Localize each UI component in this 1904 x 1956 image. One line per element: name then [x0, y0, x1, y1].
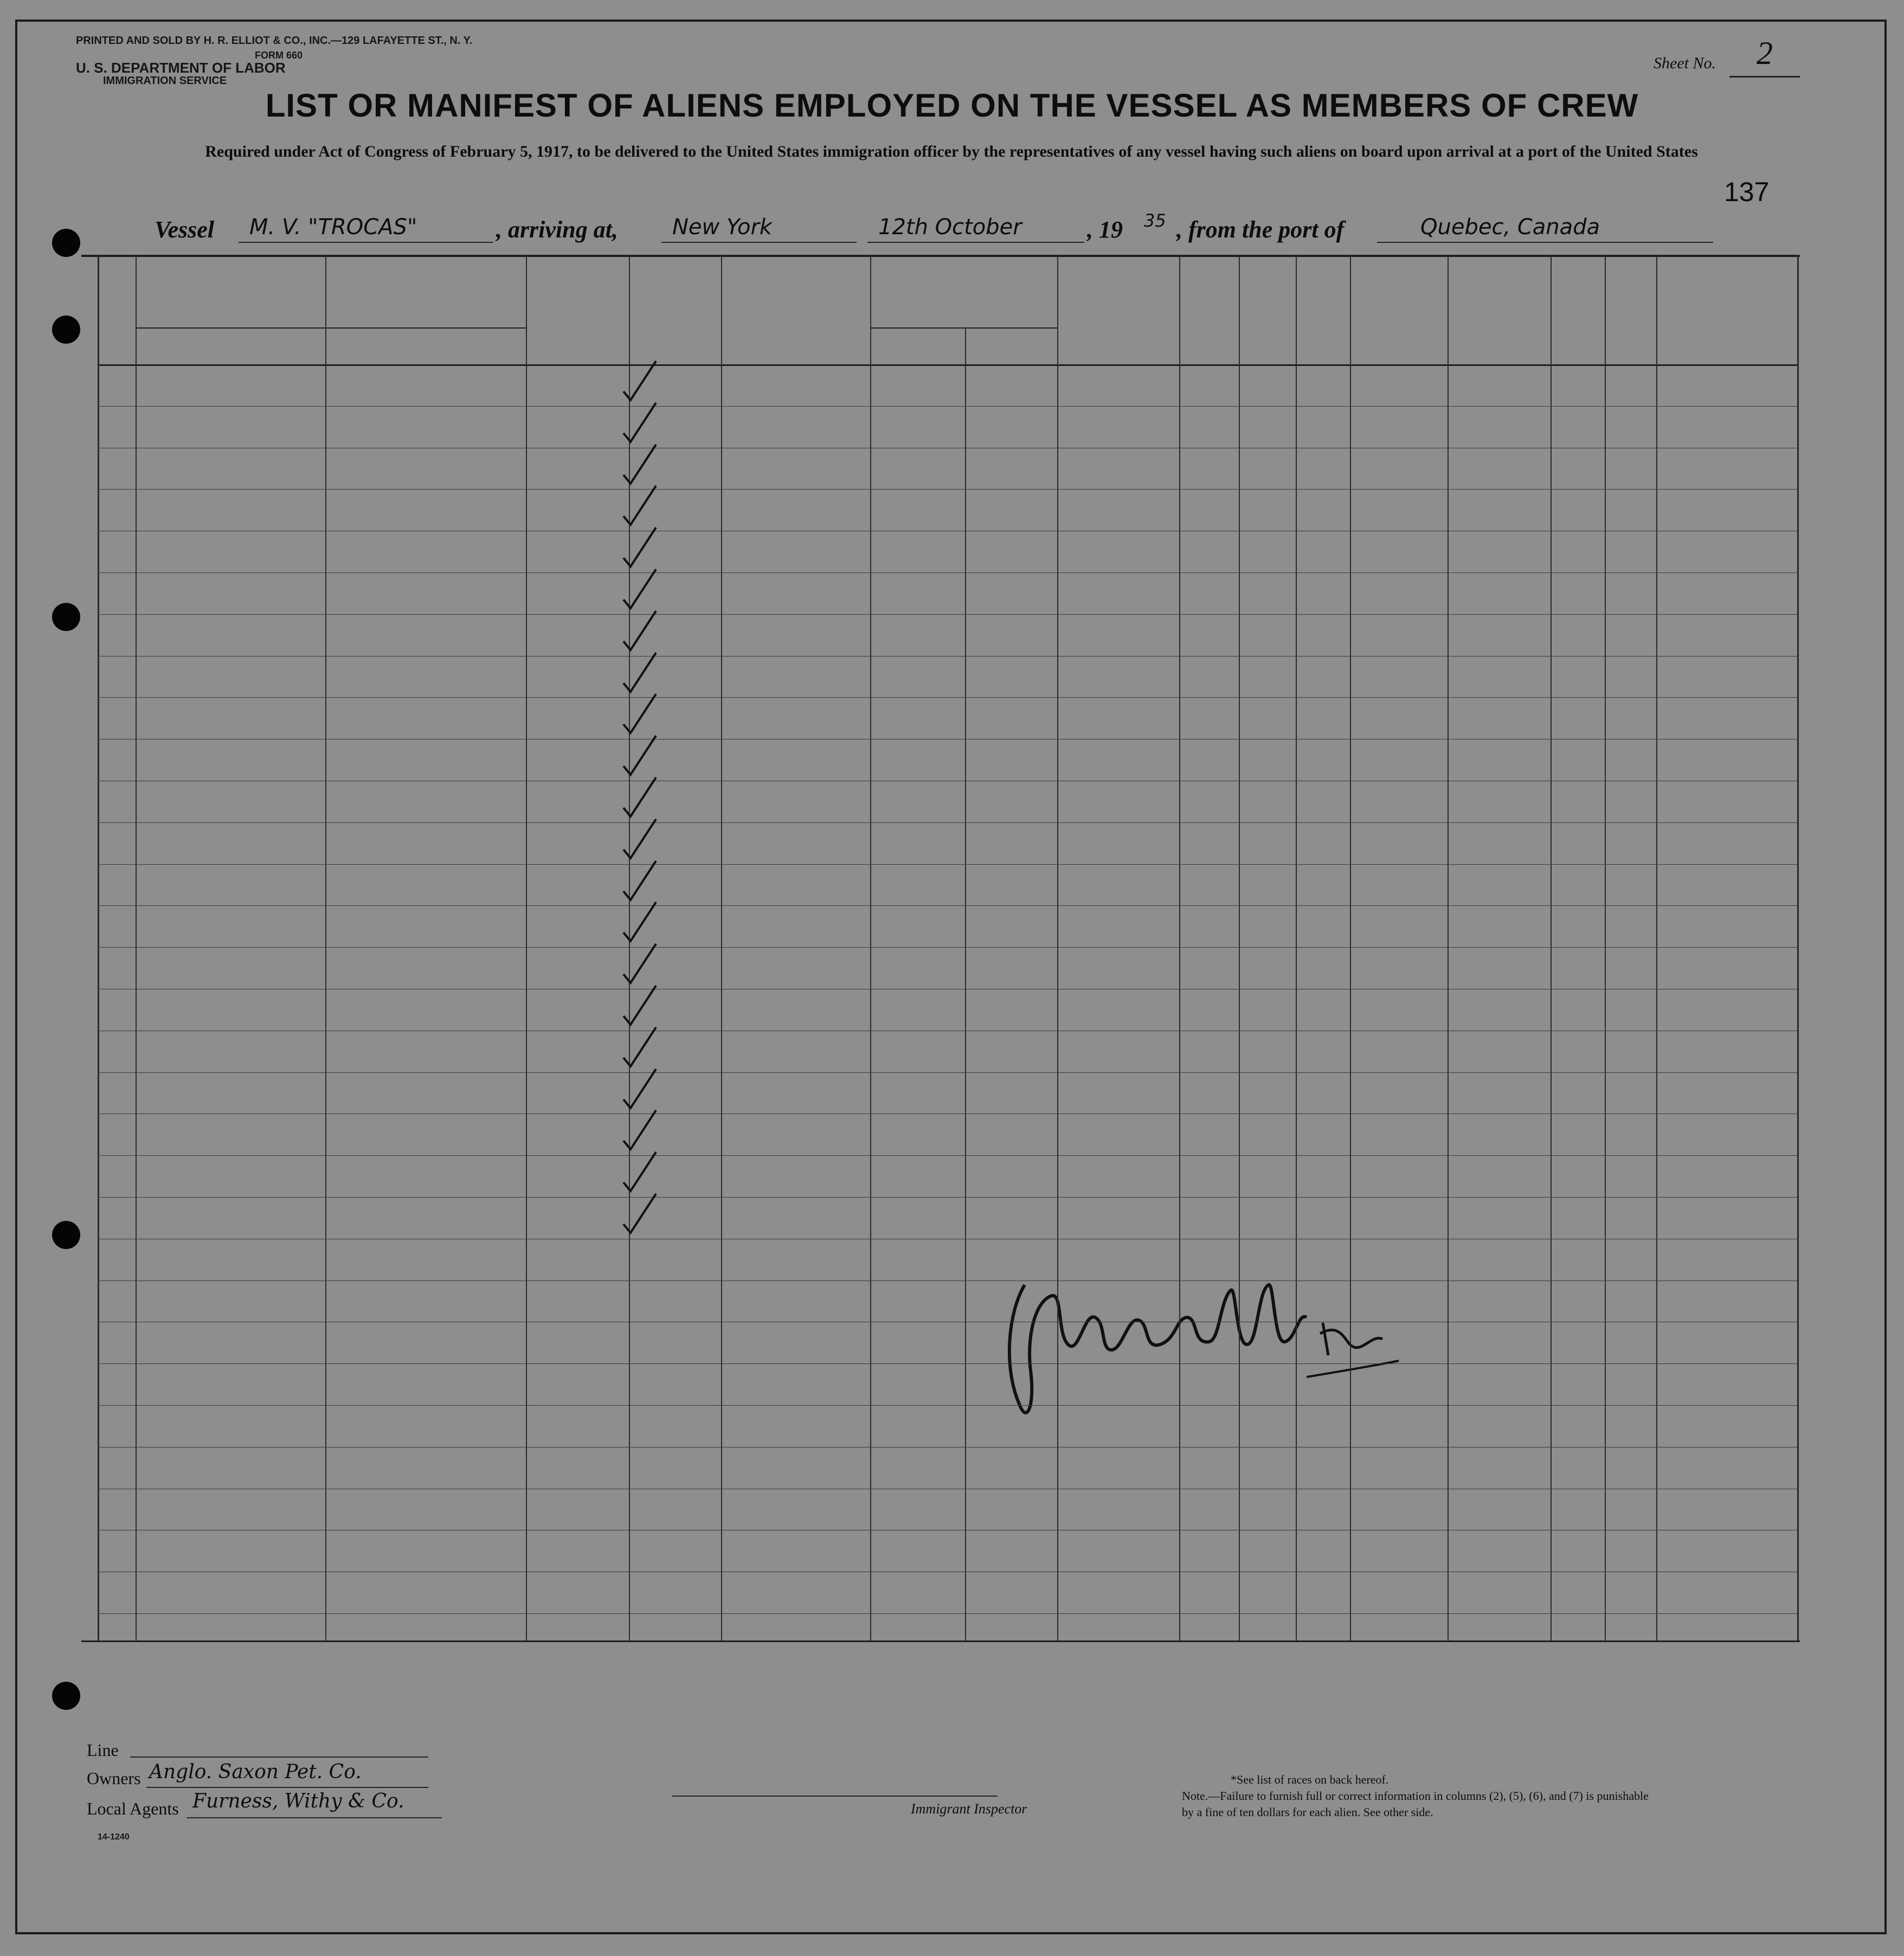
row-rule — [98, 1072, 1797, 1073]
department-name: U. S. DEPARTMENT OF LABOR — [76, 60, 286, 76]
check-mark-icon — [621, 401, 659, 444]
row-rule — [98, 1363, 1797, 1364]
printer-imprint: PRINTED AND SOLD BY H. R. ELLIOT & CO., INC.—129 LAFAYETTE ST., N. Y. — [76, 35, 473, 47]
row-rule — [98, 489, 1797, 490]
row-rule — [98, 656, 1797, 657]
binder-hole — [52, 316, 80, 344]
check-mark-icon — [621, 1025, 659, 1069]
check-mark-icon — [621, 525, 659, 569]
name-subheader-rule — [136, 327, 526, 329]
binder-hole — [52, 229, 80, 257]
local-agents-label: Local Agents — [87, 1799, 179, 1818]
port-underline — [1377, 242, 1713, 243]
check-mark-icon — [621, 734, 659, 777]
check-mark-icon — [621, 1108, 659, 1151]
check-mark-icon — [621, 692, 659, 735]
page-title: LIST OR MANIFEST OF ALIENS EMPLOYED ON THE VESSEL AS MEMBERS OF CREW — [265, 87, 1639, 124]
check-mark-icon — [621, 859, 659, 902]
check-mark-icon — [621, 651, 659, 694]
page-border — [15, 20, 1887, 1934]
owners-value: Anglo. Saxon Pet. Co. — [149, 1761, 362, 1783]
owners-label: Owners — [87, 1768, 141, 1788]
row-rule — [98, 864, 1797, 865]
arriving-value: New York — [672, 215, 773, 240]
vessel-value: M. V. "TROCAS" — [249, 215, 417, 240]
service-name: IMMIGRATION SERVICE — [103, 75, 227, 87]
check-mark-icon — [621, 442, 659, 486]
vessel-underline — [239, 242, 493, 243]
name-split-rule — [325, 327, 326, 1640]
sheet-number-label: Sheet No. — [1654, 54, 1716, 72]
check-mark-icon — [621, 359, 659, 402]
vessel-line — [0, 210, 1904, 254]
line-underline — [130, 1756, 428, 1758]
row-rule — [98, 905, 1797, 906]
row-rule — [98, 1155, 1797, 1156]
shipped-subheader-rule — [870, 327, 1057, 329]
year-value: 35 — [1144, 210, 1166, 231]
date-underline — [867, 242, 1084, 243]
line-label: Line — [87, 1740, 119, 1760]
check-mark-icon — [621, 1150, 659, 1193]
table-bottom-rule — [81, 1640, 1800, 1642]
check-mark-icon — [621, 983, 659, 1027]
arriving-underline — [661, 242, 857, 243]
sheet-number-value: 2 — [1757, 35, 1773, 71]
row-rule — [98, 614, 1797, 615]
check-mark-icon — [621, 775, 659, 819]
row-rule — [98, 697, 1797, 698]
form-code: 14-1240 — [98, 1832, 130, 1842]
row-rule — [98, 1197, 1797, 1198]
arriving-label: , arriving at, — [496, 216, 618, 243]
vessel-label: Vessel — [155, 216, 214, 243]
header-bottom-rule — [98, 364, 1797, 366]
table-top-rule — [81, 255, 1800, 257]
immigrant-inspector-label: Immigrant Inspector — [911, 1801, 1027, 1817]
check-mark-icon — [621, 1192, 659, 1235]
binder-hole — [52, 1221, 80, 1249]
from-port-value: Quebec, Canada — [1420, 215, 1600, 240]
form-number: FORM 660 — [255, 50, 303, 61]
inspector-signature — [1003, 1269, 1415, 1447]
stamp-number: 137 — [1724, 177, 1770, 207]
check-mark-icon — [621, 817, 659, 860]
owners-underline — [146, 1787, 428, 1788]
inspector-line — [672, 1796, 998, 1797]
check-mark-icon — [621, 1067, 659, 1110]
binder-hole — [52, 1682, 80, 1710]
races-note: *See list of races on back hereof. — [1231, 1773, 1389, 1786]
agents-underline — [187, 1817, 442, 1818]
row-rule — [98, 572, 1797, 573]
row-rule — [98, 822, 1797, 823]
row-rule — [98, 1613, 1797, 1614]
page-subtitle: Required under Act of Congress of February 5, 1917, to be delivered to the United States immigration officer by the representatives of any vessel having such aliens on board upon arrival at a port of the United States — [205, 143, 1698, 160]
row-rule — [98, 947, 1797, 948]
shipped-split-rule — [965, 327, 966, 1640]
local-agents-value: Furness, Withy & Co. — [192, 1790, 404, 1812]
sheet-number-underline — [1729, 76, 1800, 78]
binder-hole — [52, 603, 80, 631]
check-mark-icon — [621, 567, 659, 610]
penalty-note: Note.—Failure to furnish full or correct information in columns (2), (5), (6), and (7) is punishable by a fine of ten dollars for each alien. See other side. — [1182, 1789, 1649, 1819]
row-rule — [98, 406, 1797, 407]
row-rule — [98, 1405, 1797, 1406]
check-mark-icon — [621, 900, 659, 943]
check-mark-icon — [621, 609, 659, 652]
arrival-date: 12th October — [878, 215, 1022, 240]
year-prefix: , 19 — [1087, 216, 1123, 243]
check-mark-icon — [621, 942, 659, 985]
column-rule — [1797, 255, 1799, 1640]
check-mark-icon — [621, 484, 659, 527]
from-port-label: , from the port of — [1176, 216, 1345, 243]
